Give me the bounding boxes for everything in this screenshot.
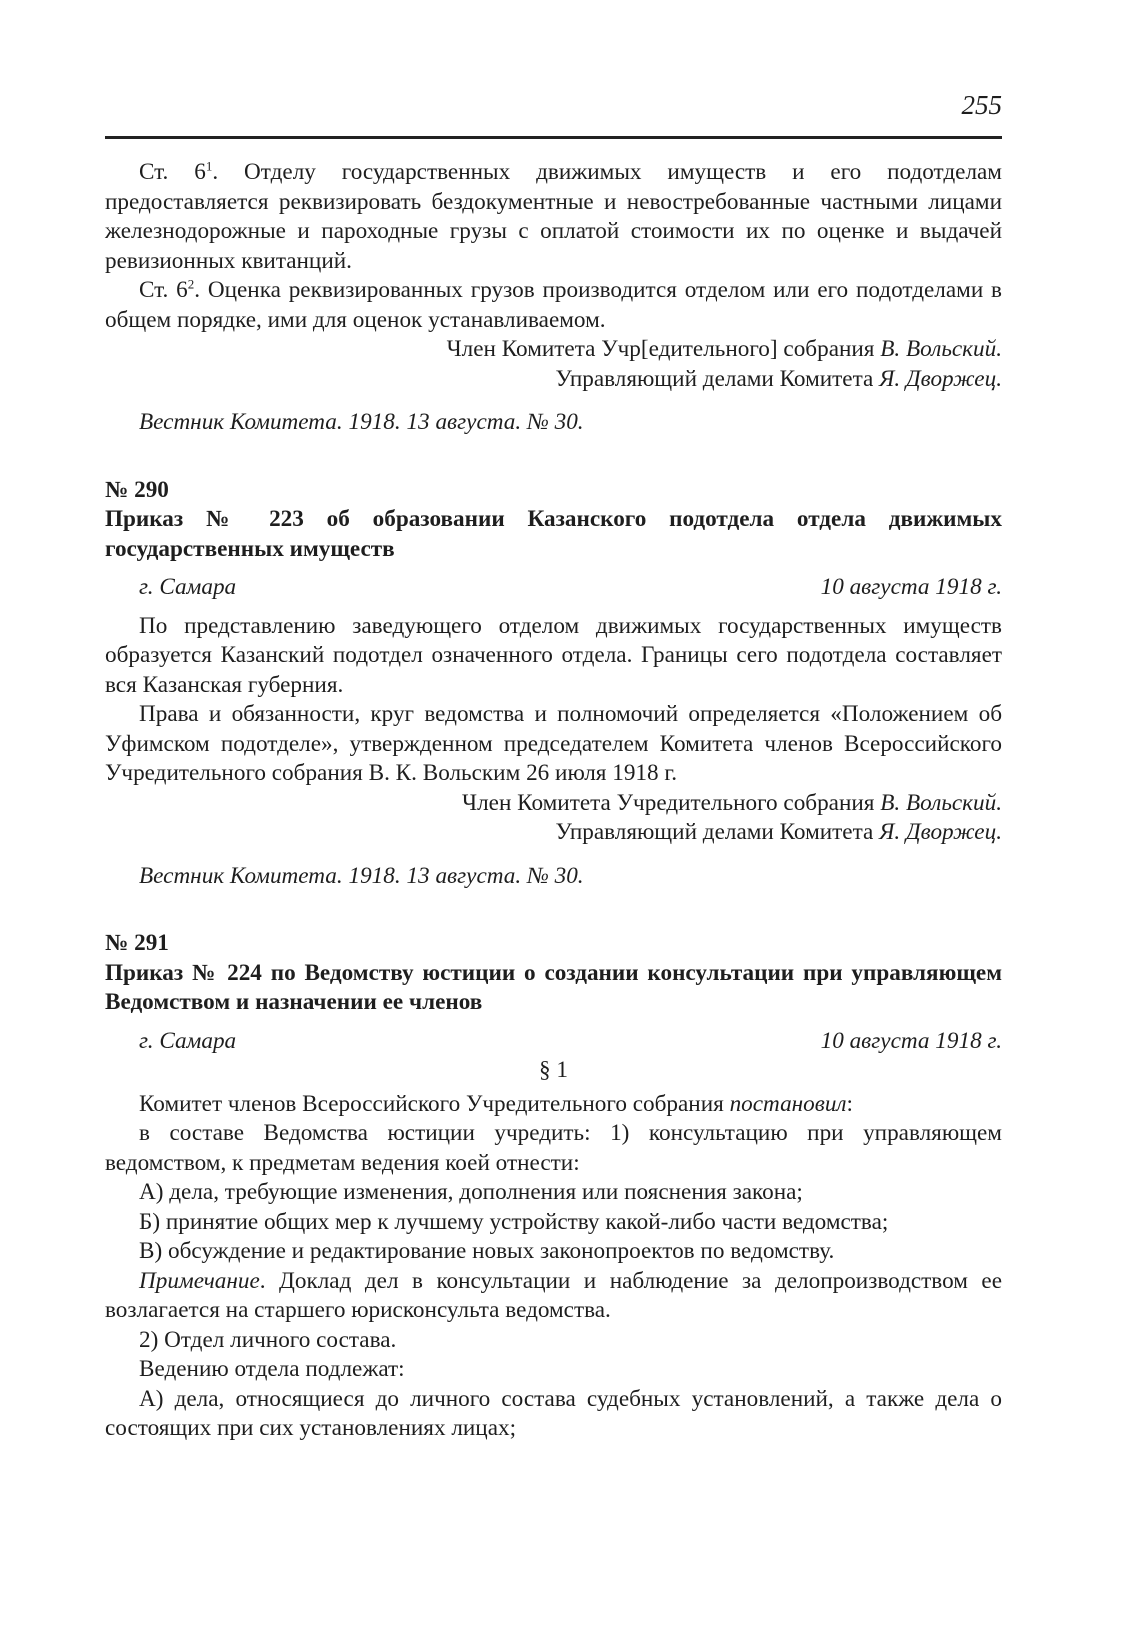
signature-member: Член Комитета Учр[едительного] собрания В. Вольский.: [446, 336, 1002, 362]
article-6-1: Ст. $6^1$. Отделу государственных движимых имуществ и его подотделам предоставляется реквизировать бездокументные и невостребованные частными лицами железнодорожные и пароходные грузы с оплатой стоимости их по оценке и выдачей ревизионных квитанций.: [105, 158, 1002, 274]
doc-291-subject: Ведению отдела подлежат:: [139, 1356, 405, 1382]
doc-290-place: г. Самара: [139, 574, 237, 600]
doc-291-place: г. Самара: [139, 1027, 237, 1054]
doc-290-title: Приказ № 223 об образовании Казанского подотдела отдела движимых государственных имуществ: [105, 506, 1002, 562]
doc-291-item-a: А) дела, требующие изменения, дополнения или пояснения закона;: [139, 1179, 803, 1205]
doc-291-number: № 291: [105, 930, 169, 956]
doc-290-signature-manager: Управляющий делами Комитета Я. Дворжец.: [555, 819, 1002, 845]
doc-290-source: Вестник Комитета. 1918. 13 августа. № 30.: [139, 862, 584, 889]
page-content: [105, 158, 1002, 1444]
doc-291-line-1: Комитет членов Всероссийского Учредительного собрания постановил:: [139, 1090, 853, 1117]
doc-290-date: 10 августа 1918 г.: [820, 574, 1002, 600]
doc-291-date: 10 августа 1918 г.: [820, 1027, 1002, 1054]
doc-290-para-2: Права и обязанности, круг ведомства и полномочий определяется «Положением об Уфимском подотделе», утвержденном председателем Комитета членов Всероссийского Учредительного собрания В. К. Вольским 26 июля 1918 г.: [105, 701, 1002, 786]
signature-manager: Управляющий делами Комитета Я. Дворжец.: [555, 365, 1002, 392]
doc-291-item-c: В) обсуждение и редактирование новых законопроектов по ведомству.: [139, 1238, 835, 1264]
doc-291-item-b: Б) принятие общих мер к лучшему устройству какой-либо части ведомства;: [139, 1208, 889, 1235]
doc-290-signature-member: Член Комитета Учредительного собрания В. Вольский.: [462, 789, 1002, 816]
doc-291-place-date: [105, 1027, 1002, 1057]
doc-290-place-date: [105, 573, 1002, 603]
article-6-2: Ст. $6^2$. Оценка реквизированных грузов производится отделом или его подотделами в общем порядке, ими для оценок устанавливаемом.: [105, 276, 1002, 333]
doc-291-line-2: в составе Ведомства юстиции учредить: 1) консультацию при управляющем ведомством, к предметам ведения коей отнести:: [105, 1120, 1002, 1176]
doc-290-number: № 290: [105, 476, 169, 503]
doc-291-item-2: 2) Отдел личного состава.: [139, 1326, 397, 1353]
doc-291-note: Примечание. Доклад дел в консультации и наблюдение за делопроизводством ее возлагается на старшего юрисконсульта ведомства.: [105, 1267, 1002, 1323]
page-header: [105, 86, 1002, 139]
doc-291-item-a2: А) дела, относящиеся до личного состава судебных установлений, а также дела о состоящих при сих установлениях лицах;: [105, 1385, 1002, 1441]
source-citation: Вестник Комитета. 1918. 13 августа. № 30.: [139, 409, 584, 435]
doc-291-section: § 1: [539, 1057, 568, 1083]
page-number: 255: [961, 90, 1002, 120]
doc-290-para-1: По представлению заведующего отделом движимых государственных имуществ образуется Казанский подотдел означенного отдела. Границы сего подотдела составляет вся Казанская губерния.: [105, 612, 1002, 698]
doc-291-title: Приказ № 224 по Ведомству юстиции о создании консультации при управляющем Ведомством и назначении ее членов: [105, 959, 1002, 1015]
